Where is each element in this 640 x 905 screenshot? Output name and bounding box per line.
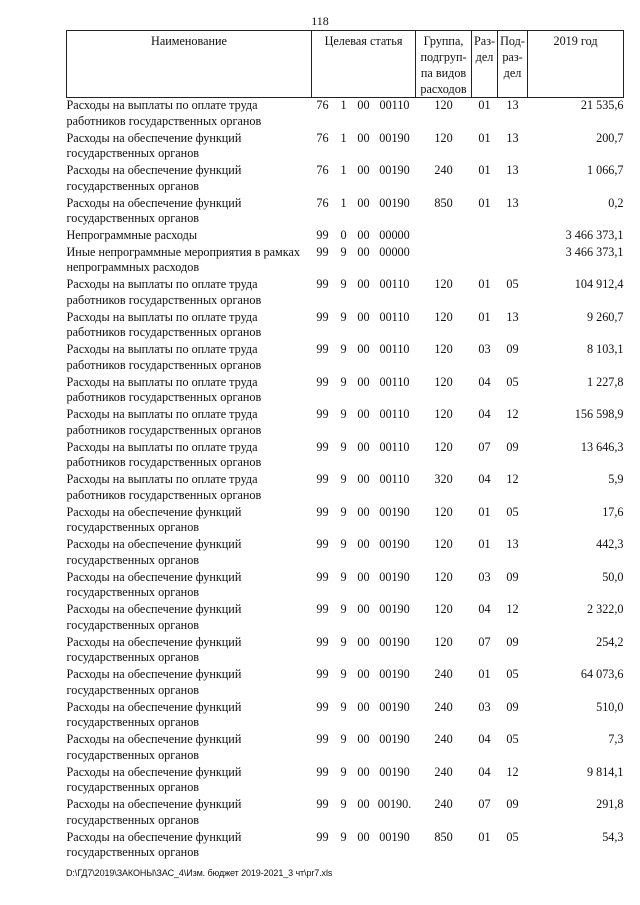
target-code-main: 00 — [357, 667, 370, 681]
section-code: 03 — [478, 342, 491, 356]
subsection-code: 12 — [506, 407, 519, 421]
subsection-code: 09 — [506, 439, 519, 454]
section-code: 01 — [478, 277, 491, 291]
table-row — [67, 732, 624, 765]
expense-group: 120 — [434, 342, 453, 356]
target-code-subprogram: 9 — [340, 472, 347, 486]
amount-2019: 9 814,1 — [586, 764, 624, 779]
target-code-main: 00 — [357, 244, 370, 259]
row-name: Расходы на обеспечение функций государственных органов — [66, 537, 242, 567]
target-code-main: 00 — [357, 163, 370, 177]
target-code-direction: 00110 — [379, 407, 410, 421]
target-code-subprogram: 9 — [340, 439, 347, 454]
target-code-subprogram: 9 — [340, 407, 347, 421]
section-code: 01 — [478, 98, 491, 112]
target-code-direction: 00110 — [379, 277, 410, 291]
target-code-program: 99 — [316, 504, 329, 519]
target-code-subprogram: 9 — [340, 537, 347, 551]
table-row — [67, 505, 624, 538]
target-code-main: 00 — [357, 504, 370, 519]
target-code-subprogram: 1 — [340, 163, 347, 177]
target-code-program: 99 — [316, 342, 329, 356]
target-code-program: 99 — [316, 537, 329, 551]
subsection-code: 13 — [506, 98, 519, 112]
target-code-direction: 00190 — [379, 504, 410, 519]
table-row — [67, 407, 624, 440]
file-path-footer: D:\ГД7\2019\ЗАКОНЫ\ЗАС_4\Изм. бюджет 2019-2021_3 чт\pr7.xls — [66, 868, 333, 878]
target-code-program: 99 — [316, 764, 329, 779]
target-code-main: 00 — [357, 309, 370, 324]
table-row — [67, 98, 624, 131]
table-row — [67, 635, 624, 668]
amount-2019: 9 260,7 — [586, 309, 624, 324]
expense-group: 240 — [434, 764, 453, 779]
target-code-program: 99 — [316, 244, 329, 259]
expense-group: 320 — [434, 472, 453, 486]
row-name: Расходы на выплаты по оплате труда работников государственных органов — [66, 439, 262, 469]
target-code-subprogram: 9 — [340, 504, 347, 519]
section-code: 04 — [478, 602, 491, 616]
section-code: 04 — [478, 472, 491, 486]
target-code-direction: 00110 — [379, 472, 410, 486]
target-code-program: 99 — [316, 472, 329, 486]
amount-2019: 1 227,8 — [586, 374, 624, 389]
amount-2019: 7,3 — [608, 732, 624, 746]
target-code-program: 76 — [316, 130, 329, 145]
target-code-direction: 00110 — [379, 98, 410, 112]
table-row — [67, 277, 624, 310]
target-code-program: 99 — [316, 277, 329, 291]
amount-2019: 442,3 — [596, 537, 624, 551]
section-code: 07 — [478, 797, 491, 811]
amount-2019: 50,0 — [602, 569, 624, 584]
table-row — [67, 440, 624, 473]
target-code-subprogram: 9 — [340, 569, 347, 584]
target-code-subprogram: 1 — [340, 130, 347, 145]
target-code-program: 99 — [316, 829, 329, 844]
amount-2019: 1 066,7 — [586, 163, 624, 177]
target-code-direction: 00190 — [379, 764, 410, 779]
target-code-direction: 00190 — [379, 829, 410, 844]
target-code-program: 99 — [316, 797, 329, 811]
section-code — [472, 245, 498, 278]
amount-2019: 5,9 — [608, 472, 624, 486]
row-name: Расходы на обеспечение функций государственных органов — [66, 699, 242, 729]
subsection-code: 05 — [506, 374, 519, 389]
amount-2019: 8 103,1 — [586, 342, 624, 356]
section-code: 07 — [478, 634, 491, 649]
subsection-code: 13 — [506, 309, 519, 324]
section-code: 04 — [478, 407, 491, 421]
target-code-direction: 00190 — [379, 634, 410, 649]
target-code-subprogram: 9 — [340, 277, 347, 291]
target-code-program: 99 — [316, 228, 329, 242]
target-code-subprogram: 9 — [340, 634, 347, 649]
header-expense-group: Группа, подгруп-па видов расходов — [416, 31, 472, 98]
section-code: 01 — [478, 309, 491, 324]
table-row — [67, 667, 624, 700]
expense-group: 120 — [434, 374, 453, 389]
target-code-main: 00 — [357, 407, 370, 421]
target-code-main: 00 — [357, 342, 370, 356]
table-row — [67, 602, 624, 635]
target-code-direction: 00110 — [379, 342, 410, 356]
table-row — [67, 830, 624, 863]
table-row — [67, 196, 624, 229]
subsection-code: 09 — [506, 569, 519, 584]
target-code-subprogram: 1 — [340, 195, 347, 210]
target-code-direction: 00190 — [379, 537, 410, 551]
target-code-direction: 00110 — [379, 374, 410, 389]
expense-group: 120 — [434, 407, 453, 421]
table-row — [67, 570, 624, 603]
header-section: Раз-дел — [472, 31, 498, 98]
row-name: Расходы на выплаты по оплате труда работников государственных органов — [66, 309, 262, 339]
section-code: 01 — [478, 163, 491, 177]
target-code-subprogram: 9 — [340, 342, 347, 356]
target-code-main: 00 — [357, 472, 370, 486]
target-code-direction: 00190 — [379, 195, 410, 210]
expense-group: 120 — [434, 504, 453, 519]
target-code-subprogram: 9 — [340, 244, 347, 259]
target-code-program: 99 — [316, 667, 329, 681]
target-code-direction: 00190. — [377, 797, 412, 811]
target-code-main: 00 — [357, 374, 370, 389]
target-code-main: 00 — [357, 569, 370, 584]
target-code-direction: 00190 — [379, 163, 410, 177]
table-row — [67, 472, 624, 505]
section-code: 04 — [478, 764, 491, 779]
target-code-program: 76 — [316, 195, 329, 210]
target-code-program: 99 — [316, 732, 329, 746]
amount-2019: 510,0 — [596, 699, 624, 714]
row-name: Расходы на выплаты по оплате труда работников государственных органов — [66, 374, 262, 404]
target-code-program: 99 — [316, 374, 329, 389]
amount-2019: 64 073,6 — [580, 667, 624, 681]
target-code-direction: 00000 — [379, 244, 410, 259]
expense-group: 850 — [434, 829, 453, 844]
target-code-program: 99 — [316, 699, 329, 714]
section-code: 03 — [478, 569, 491, 584]
row-name: Расходы на обеспечение функций государственных органов — [66, 569, 242, 599]
row-name: Расходы на обеспечение функций государственных органов — [66, 634, 242, 664]
amount-2019: 3 466 373,1 — [565, 244, 624, 259]
row-name: Расходы на обеспечение функций государственных органов — [66, 764, 242, 794]
target-code-subprogram: 9 — [340, 374, 347, 389]
target-code-direction: 00110 — [379, 439, 410, 454]
subsection-code — [498, 245, 528, 278]
amount-2019: 21 535,6 — [580, 98, 624, 112]
target-code-main: 00 — [357, 277, 370, 291]
target-code-main: 00 — [357, 764, 370, 779]
expense-group: 120 — [434, 98, 453, 112]
amount-2019: 156 598,9 — [574, 407, 624, 421]
section-code — [472, 228, 498, 245]
target-code-program: 99 — [316, 407, 329, 421]
subsection-code: 13 — [506, 195, 519, 210]
subsection-code: 09 — [506, 634, 519, 649]
target-code-subprogram: 9 — [340, 797, 347, 811]
expense-group: 120 — [434, 602, 453, 616]
section-code: 01 — [478, 130, 491, 145]
table-row — [67, 765, 624, 798]
expense-group: 120 — [434, 309, 453, 324]
target-code-main: 00 — [357, 797, 370, 811]
section-code: 03 — [478, 699, 491, 714]
expense-group: 240 — [434, 667, 453, 681]
header-name: Наименование — [67, 31, 312, 98]
row-name: Расходы на выплаты по оплате труда работников государственных органов — [66, 472, 262, 502]
row-name: Расходы на обеспечение функций государственных органов — [66, 163, 242, 193]
subsection-code: 13 — [506, 537, 519, 551]
expense-group: 120 — [434, 277, 453, 291]
target-code-subprogram: 9 — [340, 667, 347, 681]
row-name: Расходы на обеспечение функций государственных органов — [66, 667, 242, 697]
target-code-program: 76 — [316, 163, 329, 177]
table-row — [67, 342, 624, 375]
header-subsection: Под-раз-дел — [498, 31, 528, 98]
subsection-code: 05 — [506, 504, 519, 519]
amount-2019: 0,2 — [608, 195, 624, 210]
expense-group: 240 — [434, 699, 453, 714]
row-name: Непрограммные расходы — [66, 228, 198, 242]
expense-group: 120 — [434, 634, 453, 649]
expense-group — [416, 228, 472, 245]
subsection-code: 05 — [506, 277, 519, 291]
section-code: 01 — [478, 667, 491, 681]
target-code-direction: 00190 — [379, 602, 410, 616]
target-code-direction: 00190 — [379, 732, 410, 746]
subsection-code: 05 — [506, 732, 519, 746]
row-name: Расходы на обеспечение функций государственных органов — [66, 195, 242, 225]
subsection-code: 09 — [506, 797, 519, 811]
amount-2019: 200,7 — [596, 130, 624, 145]
expense-group: 120 — [434, 439, 453, 454]
row-name: Расходы на обеспечение функций государственных органов — [66, 504, 242, 534]
subsection-code: 05 — [506, 829, 519, 844]
target-code-subprogram: 9 — [340, 602, 347, 616]
amount-2019: 54,3 — [602, 829, 624, 844]
subsection-code: 13 — [506, 163, 519, 177]
expense-group: 120 — [434, 569, 453, 584]
section-code: 01 — [478, 829, 491, 844]
table-row — [67, 163, 624, 196]
section-code: 04 — [478, 732, 491, 746]
section-code: 04 — [478, 374, 491, 389]
target-code-main: 00 — [357, 602, 370, 616]
subsection-code — [498, 228, 528, 245]
section-code: 07 — [478, 439, 491, 454]
target-code-main: 00 — [357, 699, 370, 714]
table-row — [67, 700, 624, 733]
table-row — [67, 797, 624, 830]
subsection-code: 12 — [506, 602, 519, 616]
row-name: Расходы на выплаты по оплате труда работников государственных органов — [66, 277, 262, 307]
amount-2019: 291,8 — [596, 797, 624, 811]
target-code-main: 00 — [357, 634, 370, 649]
target-code-subprogram: 9 — [340, 699, 347, 714]
target-code-main: 00 — [357, 829, 370, 844]
table-header-row — [67, 31, 624, 98]
subsection-code: 13 — [506, 130, 519, 145]
target-code-direction: 00190 — [379, 130, 410, 145]
row-name: Расходы на обеспечение функций государственных органов — [66, 829, 242, 859]
target-code-main: 00 — [357, 195, 370, 210]
subsection-code: 09 — [506, 342, 519, 356]
row-name: Иные непрограммные мероприятия в рамках непрограммных расходов — [66, 244, 301, 274]
amount-2019: 3 466 373,1 — [565, 228, 624, 242]
row-name: Расходы на обеспечение функций государственных органов — [66, 797, 242, 827]
target-code-program: 99 — [316, 634, 329, 649]
target-code-subprogram: 9 — [340, 309, 347, 324]
table-row — [67, 131, 624, 164]
target-code-main: 00 — [357, 228, 370, 242]
target-code-direction: 00190 — [379, 699, 410, 714]
expense-group: 240 — [434, 797, 453, 811]
amount-2019: 254,2 — [596, 634, 624, 649]
amount-2019: 13 646,3 — [580, 439, 624, 454]
expense-group: 120 — [434, 537, 453, 551]
header-year: 2019 год — [528, 31, 624, 98]
amount-2019: 17,6 — [602, 504, 624, 519]
amount-2019: 2 322,0 — [586, 602, 624, 616]
subsection-code: 12 — [506, 472, 519, 486]
table-body — [67, 98, 624, 863]
row-name: Расходы на выплаты по оплате труда работников государственных органов — [66, 407, 262, 437]
target-code-direction: 00110 — [379, 309, 410, 324]
table-row — [67, 310, 624, 343]
target-code-main: 00 — [357, 537, 370, 551]
table-row — [67, 375, 624, 408]
subsection-code: 12 — [506, 764, 519, 779]
target-code-subprogram: 9 — [340, 764, 347, 779]
table-row — [67, 245, 624, 278]
target-code-subprogram: 9 — [340, 732, 347, 746]
target-code-main: 00 — [357, 130, 370, 145]
expense-group: 240 — [434, 163, 453, 177]
target-code-program: 99 — [316, 439, 329, 454]
page-number: 118 — [311, 14, 329, 28]
budget-table — [66, 30, 624, 862]
subsection-code: 05 — [506, 667, 519, 681]
expense-group: 850 — [434, 195, 453, 210]
row-name: Расходы на обеспечение функций государственных органов — [66, 602, 242, 632]
target-code-direction: 00000 — [379, 228, 410, 242]
expense-group: 120 — [434, 130, 453, 145]
section-code: 01 — [478, 537, 491, 551]
row-name: Расходы на выплаты по оплате труда работников государственных органов — [66, 98, 262, 128]
target-code-main: 00 — [357, 732, 370, 746]
target-code-program: 76 — [316, 98, 329, 112]
subsection-code: 09 — [506, 699, 519, 714]
target-code-subprogram: 0 — [340, 228, 347, 242]
section-code: 01 — [478, 195, 491, 210]
target-code-direction: 00190 — [379, 569, 410, 584]
target-code-direction: 00190 — [379, 667, 410, 681]
header-target-article: Целевая статья — [312, 31, 416, 98]
section-code: 01 — [478, 504, 491, 519]
table-row — [67, 228, 624, 245]
expense-group — [416, 245, 472, 278]
amount-2019: 104 912,4 — [574, 277, 624, 291]
target-code-program: 99 — [316, 309, 329, 324]
target-code-subprogram: 1 — [340, 98, 347, 112]
target-code-main: 00 — [357, 439, 370, 454]
row-name: Расходы на обеспечение функций государственных органов — [66, 732, 242, 762]
target-code-program: 99 — [316, 569, 329, 584]
table-row — [67, 537, 624, 570]
row-name: Расходы на выплаты по оплате труда работников государственных органов — [66, 342, 262, 372]
target-code-program: 99 — [316, 602, 329, 616]
expense-group: 240 — [434, 732, 453, 746]
target-code-main: 00 — [357, 98, 370, 112]
target-code-subprogram: 9 — [340, 829, 347, 844]
row-name: Расходы на обеспечение функций государственных органов — [66, 130, 242, 160]
